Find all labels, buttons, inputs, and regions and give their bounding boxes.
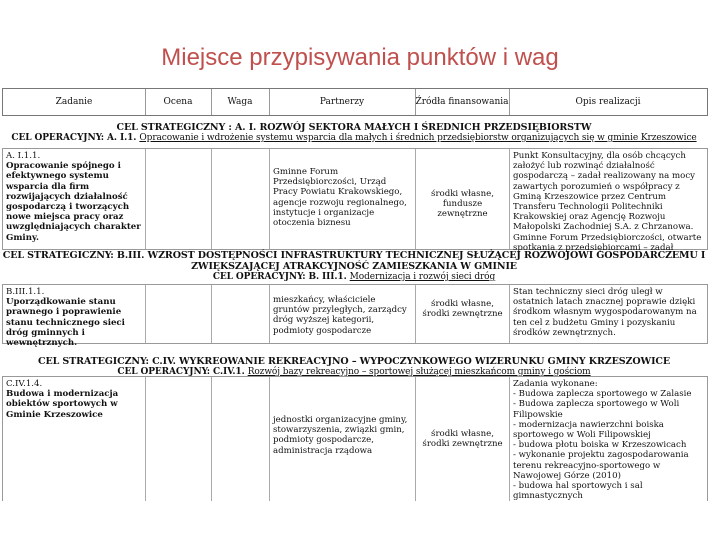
funding-cell: środki własne, fundusze zewnętrzne [415, 149, 509, 249]
strategic-goal-heading: CEL STRATEGICZNY: C.IV. WYKREOWANIE REKREACYJNO – WYPOCZYNKOWEGO WIZERUNKU GMINY KRZESZOWICE CEL OPERACYJNY: C.IV.1. Rozwój bazy rekreacyjno – sportowej służącej mieszkańcom gminy i gościom [2, 356, 706, 378]
weight-cell [211, 149, 269, 249]
operational-goal-heading: CEL OPERACYJNY: A. I.1. Opracowanie i wdrożenie systemu wsparcia dla małych i średnich przedsiębiorstw organizujących się w gminie Krzeszowice [11, 133, 697, 143]
strategy-table-scan [0, 86, 710, 500]
table-row [2, 284, 708, 349]
partners-cell: jednostki organizacyjne gminy, stowarzyszenia, związki gmin, podmioty gospodarcze, administracja rządowa [269, 377, 415, 501]
col-header-rating: Ocena [163, 97, 193, 107]
description-cell: Stan techniczny sieci dróg uległ w ostatnich latach znacznej poprawie dzięki środkom własnym wygospodarowanym na ten cel z budżetu Gminy i pozyskaniu środków zewnętrznych. [509, 285, 707, 343]
task-code: A. I.1.1. [6, 151, 41, 161]
table-row [2, 148, 708, 253]
task-cell [3, 285, 145, 349]
partners-cell: mieszkańcy, właściciele gruntów przyległych, zarządcy dróg wyższej kategorii, podmioty gospodarcze [269, 285, 415, 343]
task-cell [3, 377, 145, 501]
table-header-row [2, 88, 708, 116]
task-cell [3, 149, 145, 249]
col-header-partners: Partnerzy [319, 97, 365, 107]
partners-cell: Gminne Forum Przedsiębiorczości, Urząd Pracy Powiatu Krakowskiego, agencje rozwoju regionalnego, instytucje i organizacje otoczenia biznesu [269, 149, 415, 249]
rating-cell [145, 377, 211, 501]
col-header-description: Opis realizacji [575, 97, 641, 107]
operational-goal-heading: CEL OPERACYJNY: C.IV.1. Rozwój bazy rekreacyjno – sportowej służącej mieszkańcom gminy i gościom [117, 367, 591, 377]
weight-cell [211, 285, 269, 343]
task-code: C.IV.1.4. [6, 379, 43, 389]
rating-cell [145, 149, 211, 249]
table-row [2, 376, 708, 501]
slide-title: Miejsce przypisywania punktów i wag [161, 44, 559, 71]
rating-cell [145, 285, 211, 343]
task-title: Budowa i modernizacja obiektów sportowych w Gminie Krzeszowice [6, 389, 119, 420]
operational-goal-heading: CEL OPERACYJNY: B. III.1. Modernizacja i rozwój sieci dróg [212, 272, 496, 282]
funding-cell: środki własne, środki zewnętrzne [415, 285, 509, 343]
task-title: Opracowanie spójnego i efektywnego systemu wsparcia dla firm rozwijających działalność gospodarczą i tworzących nowe miejsca pracy oraz uwzględniających charakter Gminy. [6, 161, 141, 243]
strategic-goal-heading: CEL STRATEGICZNY: B.III. WZROST DOSTĘPNOŚCI INFRASTRUKTURY TECHNICZNEJ SŁUŻĄCEJ ROZWOJOWI GOSPODARCZEMU I ZWIĘKSZAJĄCEJ ATRAKCYJNOŚĆ ZAMIESZKANIA W GMINIE CEL OPERACYJNY: B. III.1. Modernizacja i rozwój sieci dróg [2, 250, 706, 282]
description-cell: Punkt Konsultacyjny, dla osób chcących założyć lub rozwinąć działalność gospodarczą – zadał realizowany na mocy zawartych porozumień o współpracy z Gminą Krzeszowice przez Centrum Transferu Technologii Politechniki Krakowskiej oraz Agencję Rozwoju Małopolski Zachodniej S.A. z Chrzanowa. Gminne Forum Przedsiębiorczości, otwarte spotkania z przedsiębiorcami – zadał [509, 149, 707, 249]
col-header-task: Zadanie [55, 97, 93, 107]
description-cell: Zadania wykonane: - Budowa zaplecza sportowego w Zalasie - Budowa zaplecza sportowego w Woli Filipowskie - modernizacja nawierzchni boiska sportowego w Woli Filipowskiej - budowa płotu boiska w Krzeszowicach - wykonanie projektu zagospodarowania terenu rekreacyjno-sportowego w Nawojowej Górze (2010) - budowa hal sportowych i sal gimnastycznych [509, 377, 707, 501]
task-title: Uporządkowanie stanu prawnego i poprawienie stanu technicznego sieci dróg gminnych i wewnętrznych. [6, 297, 125, 349]
funding-cell: środki własne, środki zewnętrzne [415, 377, 509, 501]
col-header-weight: Waga [227, 97, 253, 107]
weight-cell [211, 377, 269, 501]
strategic-goal-heading: CEL STRATEGICZNY : A. I. ROZWÓJ SEKTORA MAŁYCH I ŚREDNICH PRZEDSIĘBIORSTW CEL OPERACYJNY: A. I.1. Opracowanie i wdrożenie systemu wsparcia dla małych i średnich przedsiębiorstw organizujących się w gminie Krzeszowice [2, 122, 706, 144]
task-code: B.III.1.1. [6, 287, 45, 297]
col-header-funding: Źródła finansowania [415, 97, 509, 107]
